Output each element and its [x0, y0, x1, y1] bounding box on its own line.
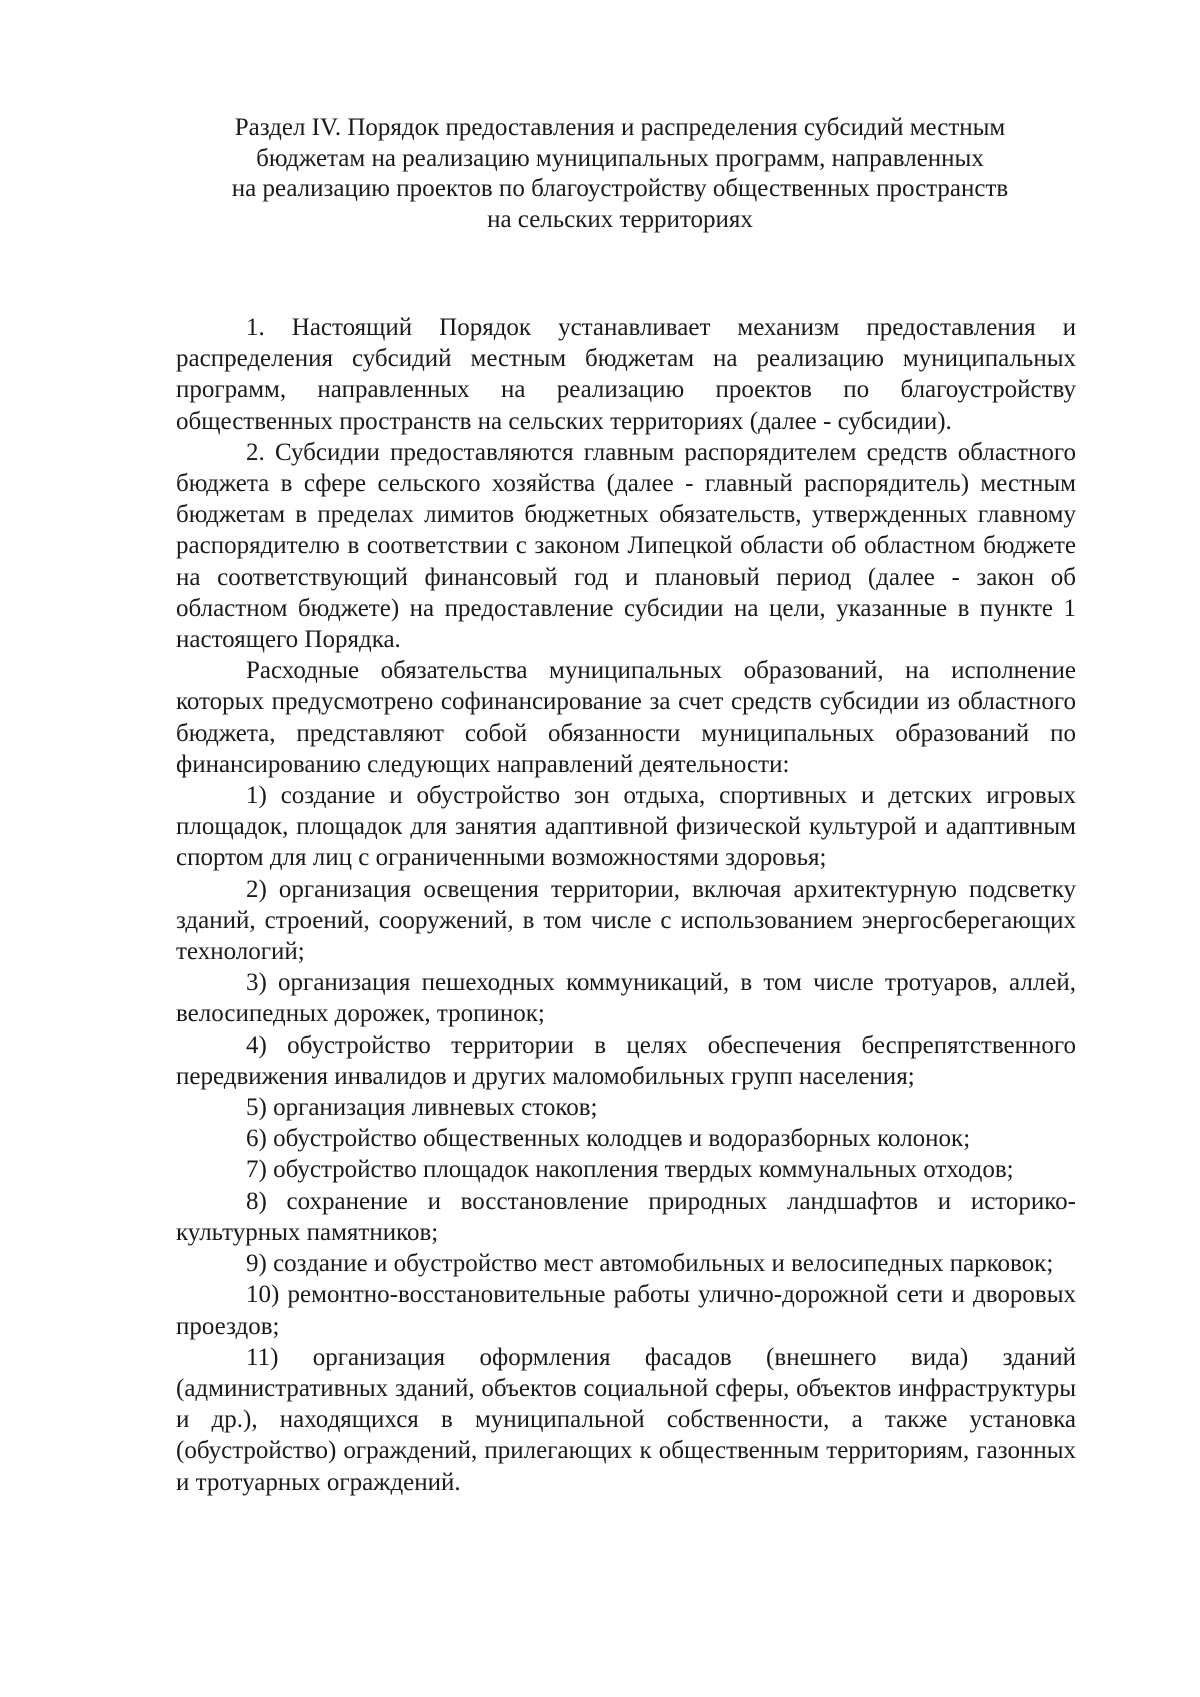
- list-item: 3) организация пешеходных коммуникаций, в том числе тротуаров, аллей, велосипедных дорожек, тропинок;: [176, 969, 1076, 1028]
- heading-line: на реализацию проектов по благоустройству общественных пространств: [231, 175, 1009, 202]
- list-item: 5) организация ливневых стоков;: [246, 1094, 598, 1122]
- list-item: 7) обустройство площадок накопления твердых коммунальных отходов;: [246, 1156, 1014, 1184]
- list-item: 4) обустройство территории в целях обеспечения беспрепятственного передвижения инвалидов и других маломобильных групп населения;: [176, 1031, 1076, 1090]
- section-heading: [170, 113, 1070, 235]
- heading-line: Раздел IV. Порядок предоставления и распределения субсидий местным: [234, 114, 1006, 141]
- list-item: 2) организация освещения территории, включая архитектурную подсветку зданий, строений, сооружений, в том числе с использованием энергосберегающих технологий;: [176, 875, 1076, 966]
- heading-line: бюджетам на реализацию муниципальных программ, направленных: [256, 144, 984, 172]
- list-item: 8) сохранение и восстановление природных ландшафтов и историко-культурных памятников;: [176, 1187, 1076, 1246]
- paragraph-clause-2: 2. Субсидии предоставляются главным распорядителем средств областного бюджета в сфере сельского хозяйства (далее - главный распорядитель) местным бюджетам в пределах лимитов бюджетных обязательств, утвержденных главному распорядителю в соответствии с законом Липецкой области об областном бюджете на соответствующий финансовый год и плановый период (далее - закон об областном бюджете) на предоставление субсидии на цели, указанные в пункте 1 настоящего Порядка.: [176, 438, 1076, 654]
- document-body: [176, 312, 1076, 1498]
- list-item: 1) создание и обустройство зон отдыха, спортивных и детских игровых площадок, площадок для занятия адаптивной физической культурой и адаптивным спортом для лиц с ограниченными возможностями здоровья;: [176, 782, 1076, 872]
- paragraph-clause-1: 1. Настоящий Порядок устанавливает механизм предоставления и распределения субсидий местным бюджетам на реализацию муниципальных программ, направленных на реализацию проектов по благоустройству общественных пространств на сельских территориях (далее - субсидии).: [176, 314, 1076, 435]
- list-item: 6) обустройство общественных колодцев и водоразборных колонок;: [246, 1125, 971, 1153]
- list-item: 10) ремонтно-восстановительные работы улично-дорожной сети и дворовых проездов;: [176, 1281, 1076, 1340]
- list-item: 9) создание и обустройство мест автомобильных и велосипедных парковок;: [246, 1250, 1054, 1278]
- paragraph-obligations: Расходные обязательства муниципальных образований, на исполнение которых предусмотрено софинансирование за счет средств субсидии из областного бюджета, представляют собой обязанности муниципальных образований по финансированию следующих направлений деятельности:: [176, 657, 1076, 778]
- heading-line: на сельских территориях: [487, 205, 753, 233]
- list-item: 11) организация оформления фасадов (внешнего вида) зданий (административных зданий, объектов социальной сферы, объектов инфраструктуры и др.), находящихся в муниципальной собственности, а также установка (обустройство) ограждений, прилегающих к общественным территориям, газонных и тротуарных ограждений.: [176, 1343, 1076, 1496]
